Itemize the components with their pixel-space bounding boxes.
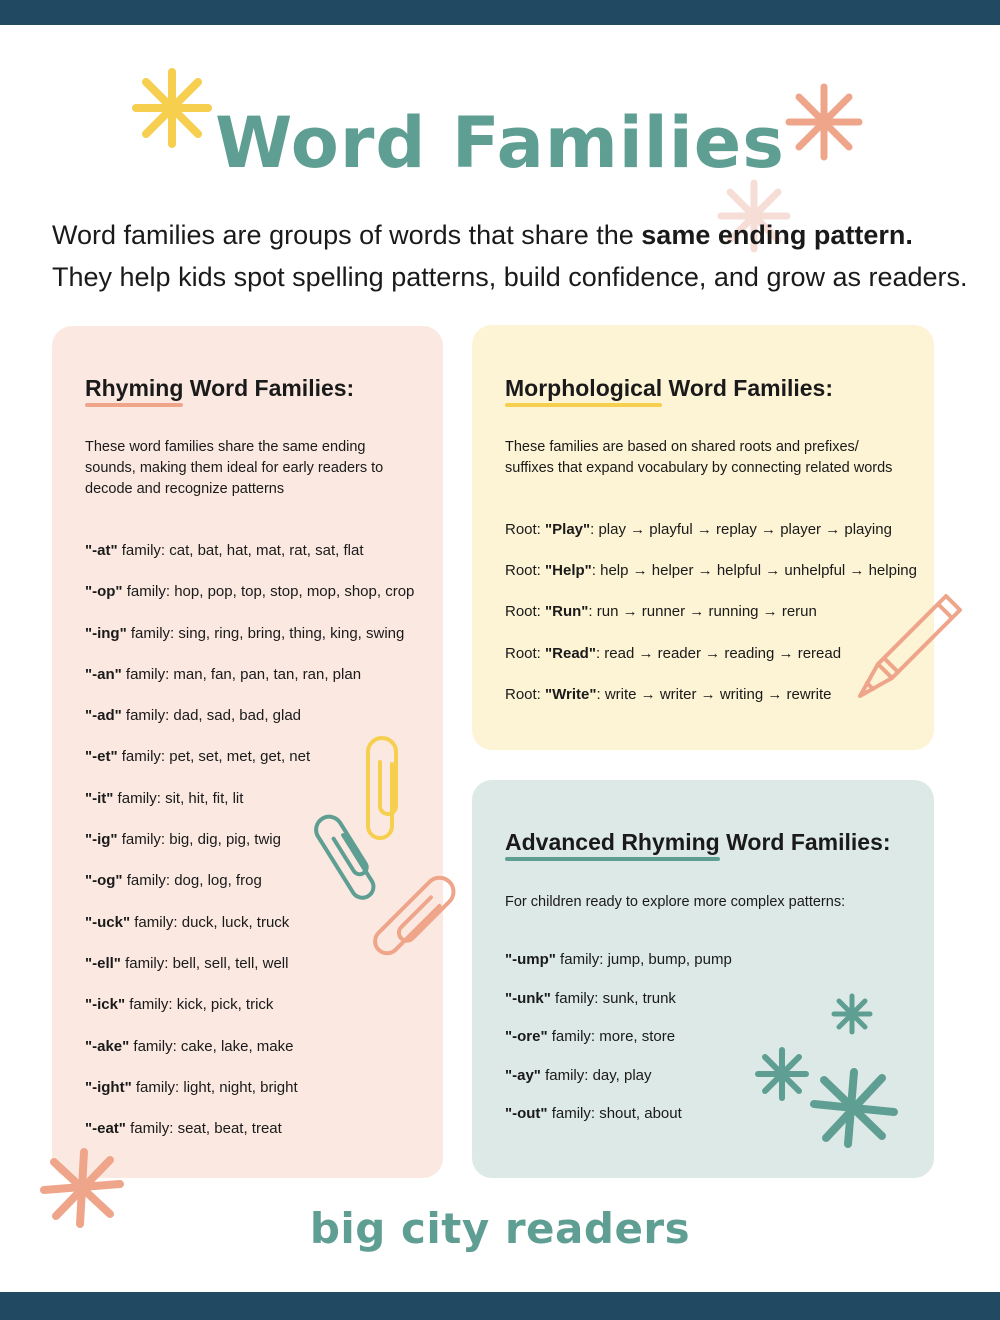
rhyming-family-item-label: "-it" — [85, 789, 114, 807]
rhyming-family-item-text: family: dog, log, frog — [122, 872, 262, 890]
morphological-description: These families are based on shared roots and prefixes/ suffixes that expand vocabulary by connecting related words — [505, 439, 893, 476]
root-family-item-label: "Write" — [545, 685, 597, 703]
advanced-family-item-text: family: day, play — [540, 1066, 652, 1084]
root-family-item-prefix: Root: — [505, 644, 546, 662]
intro-line1-text: Word families are groups of words that share the — [52, 220, 642, 250]
rhyming-family-item-text: family: man, fan, pan, tan, ran, plan — [121, 665, 362, 683]
rhyming-family-item-text: family: hop, pop, top, stop, mop, shop, crop — [122, 583, 415, 601]
root-family-item-label: "Play" — [545, 521, 591, 538]
root-family-item-text: : write → writer → writing → rewrite — [596, 685, 832, 703]
advanced-family-item-text: family: more, store — [547, 1028, 676, 1046]
rhyming-heading — [85, 375, 354, 402]
top-banner-bar — [0, 0, 1000, 25]
rhyming-family-item — [85, 1037, 414, 1078]
rhyming-family-item — [85, 995, 414, 1036]
root-family-item-text: : read → reader → reading → reread — [595, 644, 842, 662]
medium-teal-sparkle-icon — [754, 1046, 810, 1102]
rhyming-family-item-text: family: pet, set, met, get, net — [117, 748, 311, 766]
rhyming-family-item-label: "-ing" — [85, 624, 127, 642]
advanced-list — [505, 950, 732, 1143]
rhyming-family-item-text: family: dad, sad, bad, glad — [121, 707, 302, 725]
rhyming-family-item-text: family: seat, beat, treat — [125, 1120, 282, 1138]
small-teal-sparkle-icon — [830, 992, 874, 1036]
advanced-heading — [505, 829, 891, 856]
morphological-heading — [505, 375, 833, 402]
intro-line2-text: They help kids spot spelling patterns, build confidence, and grow as readers. — [52, 262, 968, 292]
brand-logo-text: big city readers — [309, 1204, 691, 1253]
morphological-heading-underlined: Morphological — [505, 375, 663, 401]
rhyming-family-item-text: family: cake, lake, make — [129, 1037, 294, 1055]
rhyming-family-item — [85, 582, 414, 623]
advanced-family-item-text: family: sunk, trunk — [550, 989, 676, 1007]
rhyming-heading-rest: Word Families: — [183, 375, 355, 401]
advanced-family-item-text: family: jump, bump, pump — [555, 951, 732, 968]
advanced-family-item-text: family: shout, about — [547, 1105, 682, 1123]
advanced-family-item — [505, 1104, 732, 1143]
rhyming-family-item-text: family: kick, pick, trick — [125, 996, 274, 1014]
root-family-item-label: "Read" — [545, 644, 596, 662]
rhyming-family-item — [85, 665, 414, 706]
advanced-family-item — [505, 950, 732, 989]
rhyming-family-item-label: "-ig" — [85, 831, 118, 849]
advanced-family-item-label: "-unk" — [505, 989, 551, 1007]
advanced-description: For children ready to explore more complex patterns: — [505, 894, 846, 910]
intro-paragraph — [52, 214, 972, 298]
advanced-heading-rest: Word Families: — [719, 829, 891, 855]
rhyming-family-item — [85, 541, 414, 582]
root-family-item-prefix: Root: — [505, 521, 546, 538]
rhyming-family-item-text: family: big, dig, pig, twig — [117, 831, 281, 849]
rhyming-family-item-text: family: duck, luck, truck — [130, 913, 290, 931]
rhyming-family-item-text: family: sing, ring, bring, thing, king, swing — [126, 624, 405, 642]
root-family-item-text: : play → playful → replay → player → playing — [590, 521, 892, 538]
rhyming-family-item-text: family: sit, hit, fit, lit — [113, 789, 244, 807]
rhyming-family-item-label: "-an" — [85, 665, 122, 683]
advanced-family-item — [505, 1027, 732, 1066]
morphological-heading-rest: Word Families: — [662, 375, 833, 401]
advanced-family-item — [505, 989, 732, 1028]
bottom-banner-bar — [0, 1292, 1000, 1320]
rhyming-family-item-label: "-at" — [85, 542, 118, 559]
intro-line1-bold: same ending pattern. — [641, 220, 913, 250]
root-family-item — [505, 520, 917, 561]
root-family-item-label: "Help" — [545, 562, 592, 580]
rhyming-family-item-text: family: bell, sell, tell, well — [120, 954, 289, 972]
rhyming-family-item — [85, 624, 414, 665]
large-teal-sparkle-icon — [810, 1068, 898, 1148]
advanced-family-item-label: "-out" — [505, 1105, 548, 1123]
rhyming-family-item-label: "-uck" — [85, 913, 131, 931]
rhyming-family-item-label: "-ad" — [85, 707, 122, 725]
coral-paperclip-icon — [364, 870, 464, 970]
rhyming-description: These word families share the same ending sounds, making them ideal for early readers to decode and recognize patterns — [85, 439, 384, 497]
rhyming-family-item-label: "-ake" — [85, 1037, 130, 1055]
root-family-item-text: : help → helper → helpful → unhelpful → helping — [591, 562, 917, 580]
advanced-family-item-label: "-ay" — [505, 1066, 541, 1084]
advanced-family-item — [505, 1066, 732, 1105]
rhyming-family-item-label: "-et" — [85, 748, 118, 766]
rhyming-family-item-label: "-op" — [85, 583, 123, 601]
page-title: Word Families — [215, 102, 785, 184]
advanced-family-item-label: "-ump" — [505, 951, 556, 968]
rhyming-family-item-label: "-ell" — [85, 954, 121, 972]
advanced-heading-underlined: Advanced Rhyming — [505, 829, 720, 855]
advanced-family-item-label: "-ore" — [505, 1028, 548, 1046]
rhyming-family-item-label: "-ight" — [85, 1078, 132, 1096]
rhyming-family-item-text: family: cat, bat, hat, mat, rat, sat, flat — [117, 542, 364, 559]
rhyming-family-item-label: "-ick" — [85, 996, 126, 1014]
rhyming-family-item — [85, 1119, 414, 1160]
root-family-item-prefix: Root: — [505, 685, 546, 703]
root-family-item-prefix: Root: — [505, 603, 546, 621]
rhyming-heading-underlined: Rhyming — [85, 375, 184, 401]
pencil-icon — [850, 588, 970, 703]
root-family-item-prefix: Root: — [505, 562, 546, 580]
root-family-item-label: "Run" — [545, 603, 589, 621]
rhyming-family-item-label: "-og" — [85, 872, 123, 890]
rhyming-family-item — [85, 1078, 414, 1119]
root-family-item-text: : run → runner → running → rerun — [588, 603, 817, 621]
rhyming-family-item-text: family: light, night, bright — [131, 1078, 298, 1096]
rhyming-family-item-label: "-eat" — [85, 1120, 126, 1138]
